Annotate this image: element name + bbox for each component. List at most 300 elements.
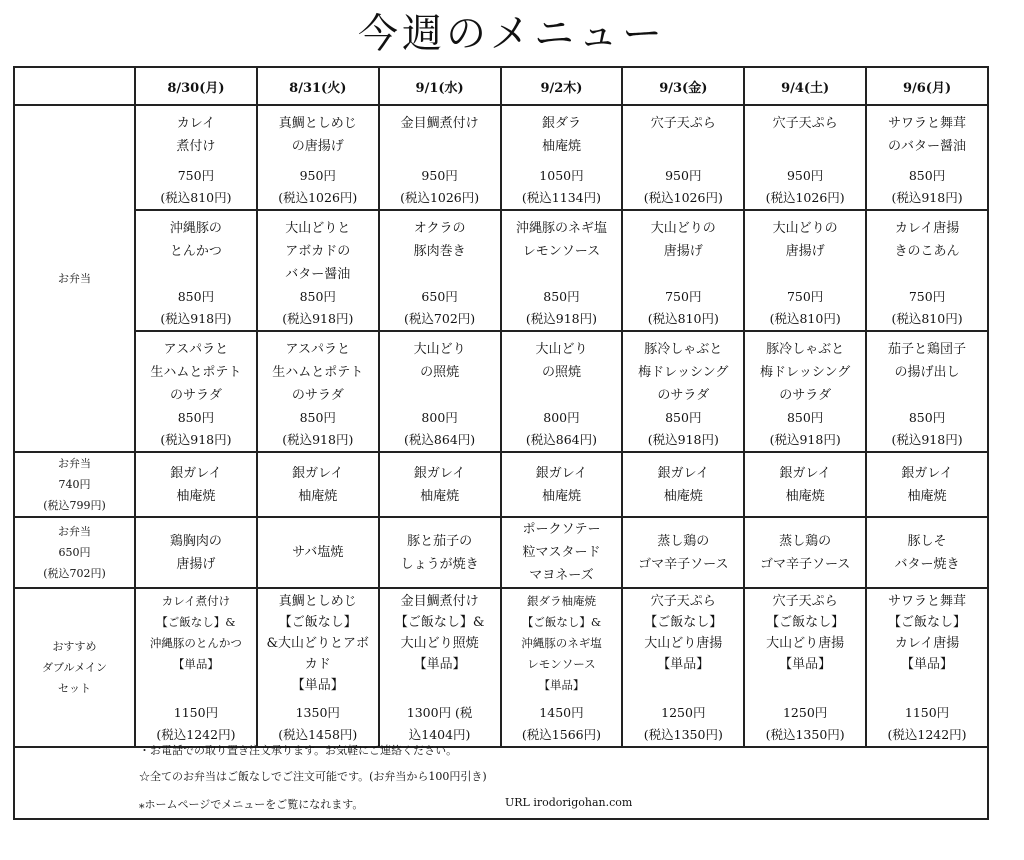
menu-item [869, 106, 985, 209]
price [382, 286, 498, 330]
dish-line: 【単品】 [413, 657, 466, 672]
dish-line: 大山どりと [285, 221, 351, 236]
day-header: 9/1(水) [379, 67, 501, 105]
price-tax: 込1404円) [408, 727, 471, 742]
dish-line: 唐揚げ [176, 556, 216, 572]
menu-cell [622, 517, 744, 588]
dish-line: の照焼 [541, 365, 581, 380]
dish-line: 金目鯛煮付け [400, 594, 479, 609]
dish-line: 【単品】 [657, 657, 710, 672]
price [138, 165, 254, 209]
price-tax: (税込1566円) [521, 727, 601, 742]
menu-item [260, 106, 376, 209]
set-item [260, 589, 376, 746]
price [382, 407, 498, 451]
menu-cell [744, 105, 866, 210]
price-tax: (税込1242円) [156, 727, 236, 742]
price-tax: (税込918円) [647, 432, 719, 447]
dish-line: 沖縄豚のネギ塩 [515, 221, 607, 236]
dish-name [260, 332, 376, 407]
dish-line: 大山どりの [772, 221, 838, 236]
footer-note-phone: ・お電話での取り置き注文承ります。お気軽にご連絡ください。 [139, 744, 458, 757]
dish-line: 柚庵焼 [541, 139, 581, 154]
day-header: 9/6(月) [866, 67, 988, 105]
set-item [504, 589, 620, 746]
set-item [625, 589, 741, 746]
dish-line: のサラダ [779, 388, 832, 403]
dish-line: 生ハムとポテト [150, 365, 242, 380]
price-tax: (税込1350円) [643, 727, 723, 742]
dish-line: の照焼 [420, 365, 460, 380]
menu-item [382, 211, 498, 330]
menu-item [747, 332, 863, 451]
price-value: 1150円 [904, 705, 950, 720]
dish-line: 大山どり唐揚 [766, 636, 845, 651]
dish-line: 【ご飯なし】 [278, 615, 357, 630]
dish-line: カド [304, 657, 331, 672]
price [869, 407, 985, 451]
price [260, 165, 376, 209]
dish-line: ゴマ辛子ソース [759, 556, 851, 572]
dish-line: 真鯛としめじ [278, 116, 357, 131]
menu-cell [866, 517, 988, 588]
row-label-bento650 [14, 517, 135, 588]
dish-line: のバター醤油 [888, 139, 967, 154]
dish-line: ポークソテー [522, 522, 601, 537]
dish-line: 銀ガレイ [292, 465, 344, 481]
dish-line: 【単品】 [779, 657, 832, 672]
dish-name [625, 518, 741, 587]
dish-line: 金目鯛煮付け [400, 116, 479, 131]
price-value: 850円 [299, 289, 336, 304]
set-item [138, 589, 254, 746]
price-tax: (税込1026円) [278, 190, 358, 205]
price-tax: (税込1458円) [278, 727, 358, 742]
menu-cell [501, 210, 623, 331]
dish-name [869, 589, 985, 675]
menu-cell [257, 331, 379, 452]
dish-name [138, 453, 254, 516]
dish-line: &大山どりとアボ [266, 636, 370, 651]
dish-line: 柚庵焼 [176, 488, 216, 504]
dish-name [382, 453, 498, 516]
dish-name [138, 518, 254, 587]
dish-name [747, 589, 863, 675]
dish-line: アスパラと [285, 342, 350, 357]
menu-item [138, 106, 254, 209]
dish-line: 沖縄豚の [169, 221, 222, 236]
dish-name [625, 332, 741, 407]
menu-item [504, 211, 620, 330]
dish-line: 銀ダラ柚庵焼 [526, 594, 596, 608]
price [625, 165, 741, 209]
row-label-set [14, 588, 135, 747]
dish-line: 粒マスタード [522, 545, 601, 560]
dish-line: のサラダ [169, 388, 222, 403]
dish-line: レモンソース [527, 657, 596, 671]
dish-line: 銀ガレイ [413, 465, 466, 481]
dish-line: マヨネーズ [529, 568, 594, 583]
dish-line: 銀ガレイ [657, 465, 709, 481]
dish-line: 【単品】 [172, 657, 219, 671]
dish-line: ゴマ辛子ソース [638, 556, 729, 572]
price-tax: (税込918円) [160, 311, 232, 326]
dish-line: のサラダ [657, 388, 710, 403]
dish-name [138, 589, 254, 675]
menu-cell [744, 331, 866, 452]
price-tax: (税込810円) [891, 311, 963, 326]
day-header: 9/3(金) [622, 67, 744, 105]
price-value: 1250円 [661, 705, 706, 720]
dish-line: 豚冷しゃぶと [644, 342, 723, 357]
menu-cell [257, 105, 379, 210]
dish-line: 真鯛としめじ [278, 594, 357, 609]
menu-item [382, 332, 498, 451]
menu-cell [866, 210, 988, 331]
dish-line: レモンソース [522, 244, 601, 259]
dish-name [869, 332, 985, 384]
bento-row [14, 331, 988, 452]
menu-cell [135, 210, 257, 331]
dish-line: バター醤油 [285, 267, 351, 282]
dish-line: 柚庵焼 [785, 488, 825, 504]
header-row [14, 67, 988, 105]
set-item [382, 589, 498, 746]
page-title: 今週のメニュー [358, 11, 666, 57]
dish-line: カレイ唐揚 [894, 221, 960, 236]
dish-line: 鶏胸肉の [169, 533, 222, 549]
dish-line: 銀ダラ [541, 116, 581, 131]
menu-cell [501, 331, 623, 452]
dish-line: 沖縄豚のとんかつ [149, 636, 242, 650]
dish-line: の揚げ出し [894, 365, 960, 380]
footer-note-rice: ☆全てのお弁当はご飯なしでご注文可能です。(お弁当から100円引き) [139, 770, 487, 783]
menu-item [747, 211, 863, 330]
dish-name [138, 332, 254, 407]
menu-item [138, 332, 254, 451]
menu-cell [622, 210, 744, 331]
row-label-text: お弁当 [58, 272, 91, 285]
dish-line: オクラの [413, 221, 466, 236]
menu-cell [744, 452, 866, 517]
dish-line: 大山どり [535, 342, 588, 357]
dish-line: 銀ガレイ [170, 465, 222, 481]
dish-name [504, 332, 620, 384]
dish-name [747, 106, 863, 135]
dish-name [382, 332, 498, 384]
menu-cell [866, 588, 988, 747]
bento-row [14, 105, 988, 210]
price-tax: (税込918円) [769, 432, 841, 447]
dish-line: 【ご飯なし】 [644, 615, 723, 630]
menu-cell [501, 105, 623, 210]
price [869, 165, 985, 209]
row-label-line: ダブルメイン [41, 661, 107, 674]
price [138, 286, 254, 330]
dish-line: 穴子天ぷら [650, 116, 716, 131]
price-value: 850円 [299, 410, 336, 425]
dish-name [382, 211, 498, 263]
dish-name [869, 453, 985, 516]
menu-cell [379, 517, 501, 588]
menu-cell [501, 517, 623, 588]
dish-name [504, 211, 620, 263]
dish-line: 茄子と鶏団子 [888, 342, 967, 357]
price-tax: (税込1242円) [887, 727, 967, 742]
dish-name [260, 589, 376, 696]
dish-name [747, 211, 863, 263]
price-value: 1150円 [173, 705, 219, 720]
price [382, 165, 498, 209]
price-value: 750円 [665, 289, 702, 304]
menu-cell [501, 452, 623, 517]
menu-item [504, 332, 620, 451]
price-tax: (税込702円) [404, 311, 476, 326]
footer-note-homepage: ⁎ホームページでメニューをご覧になれます。 [139, 798, 364, 811]
bento-row [14, 210, 988, 331]
price-value: 750円 [908, 289, 946, 304]
price-value: 950円 [665, 168, 702, 183]
price-value: 950円 [421, 168, 458, 183]
dish-name [382, 518, 498, 587]
price [504, 165, 620, 209]
price-tax: (税込1134円) [521, 190, 601, 205]
price [260, 286, 376, 330]
dish-line: 豚と茄子の [407, 533, 473, 549]
menu-cell [257, 452, 379, 517]
menu-cell [622, 452, 744, 517]
price-value: 850円 [177, 410, 215, 425]
dish-line: 豚肉巻き [413, 244, 466, 259]
day-header: 9/4(土) [744, 67, 866, 105]
bento-fixed-row [14, 517, 988, 588]
day-header: 8/31(火) [257, 67, 379, 105]
row-label-line: お弁当 [58, 525, 91, 538]
price-value: 1050円 [539, 168, 584, 183]
row-label-line: セット [58, 682, 91, 695]
price-value: 950円 [299, 168, 336, 183]
menu-table [13, 66, 989, 748]
dish-name [625, 211, 741, 263]
row-label-line: 740円 [58, 478, 91, 491]
footer-url: URL irodorigohan.com [505, 796, 633, 809]
dish-line: サワラと舞茸 [888, 116, 967, 131]
dish-line: 大山どり唐揚 [644, 636, 723, 651]
dish-line: 唐揚げ [785, 244, 825, 259]
day-header: 9/2木) [501, 67, 623, 105]
price-tax: (税込810円) [647, 311, 719, 326]
price-tax: (税込810円) [769, 311, 841, 326]
dish-name [869, 106, 985, 158]
price [625, 407, 741, 451]
dish-name [869, 518, 985, 587]
dish-line: 銀ガレイ [901, 465, 953, 481]
dish-name [504, 453, 620, 516]
menu-cell [257, 588, 379, 747]
menu-cell [135, 588, 257, 747]
price-value: 750円 [786, 289, 824, 304]
dish-line: 【ご飯なし】 [888, 615, 967, 630]
corner-cell [14, 67, 135, 105]
dish-line: 【ご飯なし】& [521, 615, 602, 629]
dish-name [747, 453, 863, 516]
menu-item [869, 332, 985, 451]
dish-line: バター焼き [894, 556, 960, 572]
set-item [869, 589, 985, 746]
dish-name [260, 453, 376, 516]
price-tax: (税込1026円) [643, 190, 723, 205]
row-label-line: (税込799円) [43, 499, 106, 512]
dish-name [504, 106, 620, 158]
dish-name [625, 589, 741, 675]
menu-item [260, 211, 376, 330]
price [747, 286, 863, 330]
dish-line: 大山どり照焼 [400, 636, 479, 651]
dish-line: 【単品】 [538, 678, 585, 692]
dish-name [260, 106, 376, 158]
price-value: 1250円 [782, 705, 828, 720]
price-tax: (税込918円) [282, 311, 354, 326]
dish-line: 穴子天ぷら [772, 116, 838, 131]
dish-name [260, 211, 376, 286]
dish-line: のサラダ [291, 388, 344, 403]
row-label-line: (税込702円) [43, 567, 106, 580]
dish-line: 豚しそ [907, 533, 947, 549]
dish-line: サバ塩焼 [292, 545, 344, 560]
menu-item [625, 211, 741, 330]
dish-name [504, 518, 620, 587]
price-tax: (税込1026円) [400, 190, 480, 205]
price-value: 850円 [786, 410, 824, 425]
set-item [747, 589, 863, 746]
price-value: 1350円 [295, 705, 340, 720]
dish-line: カレイ煮付け [161, 594, 231, 608]
dish-line: 柚庵焼 [907, 488, 947, 504]
price-value: 800円 [543, 410, 580, 425]
price-tax: (税込810円) [160, 190, 232, 205]
dish-line: 【ご飯なし】& [156, 615, 236, 629]
price-tax: (税込864円) [404, 432, 476, 447]
dish-line: 梅ドレッシング [759, 365, 851, 380]
dish-line: カレイ [176, 116, 216, 131]
dish-line: 蒸し鶏の [779, 533, 832, 549]
menu-item [260, 332, 376, 451]
dish-line: 唐揚げ [663, 244, 703, 259]
price-tax: (税込1350円) [765, 727, 845, 742]
dish-line: 大山どり [413, 342, 466, 357]
footer-notes [13, 736, 989, 820]
menu-cell [622, 588, 744, 747]
price-value: 850円 [908, 168, 946, 183]
row-label-bento [14, 105, 135, 452]
dish-name [504, 589, 620, 696]
price-value: 850円 [908, 410, 946, 425]
menu-item [138, 211, 254, 330]
price-value: 800円 [421, 410, 458, 425]
row-label-bento740 [14, 452, 135, 517]
price [747, 407, 863, 451]
price [260, 407, 376, 451]
price-value: 750円 [177, 168, 215, 183]
day-header: 8/30(月) [135, 67, 257, 105]
dish-name [138, 211, 254, 263]
menu-cell [135, 105, 257, 210]
menu-item [504, 106, 620, 209]
price [138, 407, 254, 451]
dish-line: 【ご飯なし】 [766, 615, 845, 630]
dish-line: 柚庵焼 [663, 488, 703, 504]
price-tax: (税込864円) [525, 432, 598, 447]
dish-line: 梅ドレッシング [638, 365, 729, 380]
bento-fixed-row [14, 452, 988, 517]
row-label-line: 650円 [58, 546, 91, 559]
price [747, 165, 863, 209]
price-tax: (税込918円) [891, 190, 963, 205]
menu-cell [501, 588, 623, 747]
menu-cell [622, 105, 744, 210]
dish-line: 穴子天ぷら [772, 594, 838, 609]
dish-name [382, 106, 498, 135]
menu-cell [744, 210, 866, 331]
dish-line: 【ご飯なし】& [394, 615, 485, 630]
menu-cell [744, 588, 866, 747]
menu-cell [744, 517, 866, 588]
dish-line: 柚庵焼 [298, 488, 338, 504]
dish-line: きのこあん [894, 244, 960, 259]
price-value: 850円 [543, 289, 580, 304]
row-label-line: お弁当 [58, 457, 91, 470]
price-tax: (税込918円) [525, 311, 598, 326]
price-value: 850円 [665, 410, 702, 425]
dish-line: 煮付け [176, 139, 216, 154]
dish-line: 沖縄豚のネギ塩 [521, 636, 602, 650]
dish-name [382, 589, 498, 675]
menu-cell [135, 331, 257, 452]
dish-line: とんかつ [169, 244, 222, 259]
dish-name [625, 453, 741, 516]
dish-line: 穴子天ぷら [650, 594, 716, 609]
price-value: 1300円 (税 [406, 705, 473, 720]
menu-cell [379, 210, 501, 331]
price [504, 286, 620, 330]
menu-cell [135, 452, 257, 517]
dish-line: アボカドの [285, 244, 351, 259]
menu-cell [866, 452, 988, 517]
price-tax: (税込918円) [160, 432, 232, 447]
dish-line: 【単品】 [291, 678, 344, 693]
menu-item [747, 106, 863, 209]
dish-name [138, 106, 254, 158]
price-value: 650円 [421, 289, 458, 304]
menu-cell [866, 105, 988, 210]
dish-line: サワラと舞茸 [888, 594, 967, 609]
dish-name [747, 332, 863, 407]
menu-cell [379, 452, 501, 517]
row-label-line: おすすめ [52, 640, 97, 653]
dish-line: 【単品】 [901, 657, 954, 672]
dish-line: 豚冷しゃぶと [766, 342, 845, 357]
price-tax: (税込918円) [282, 432, 354, 447]
dish-line: 大山どりの [650, 221, 716, 236]
price-tax: (税込1026円) [765, 190, 845, 205]
menu-cell [379, 588, 501, 747]
menu-item [382, 106, 498, 209]
price [625, 286, 741, 330]
dish-line: 蒸し鶏の [657, 533, 710, 549]
dish-line: の唐揚げ [291, 139, 344, 154]
menu-cell [622, 331, 744, 452]
menu-item [625, 332, 741, 451]
